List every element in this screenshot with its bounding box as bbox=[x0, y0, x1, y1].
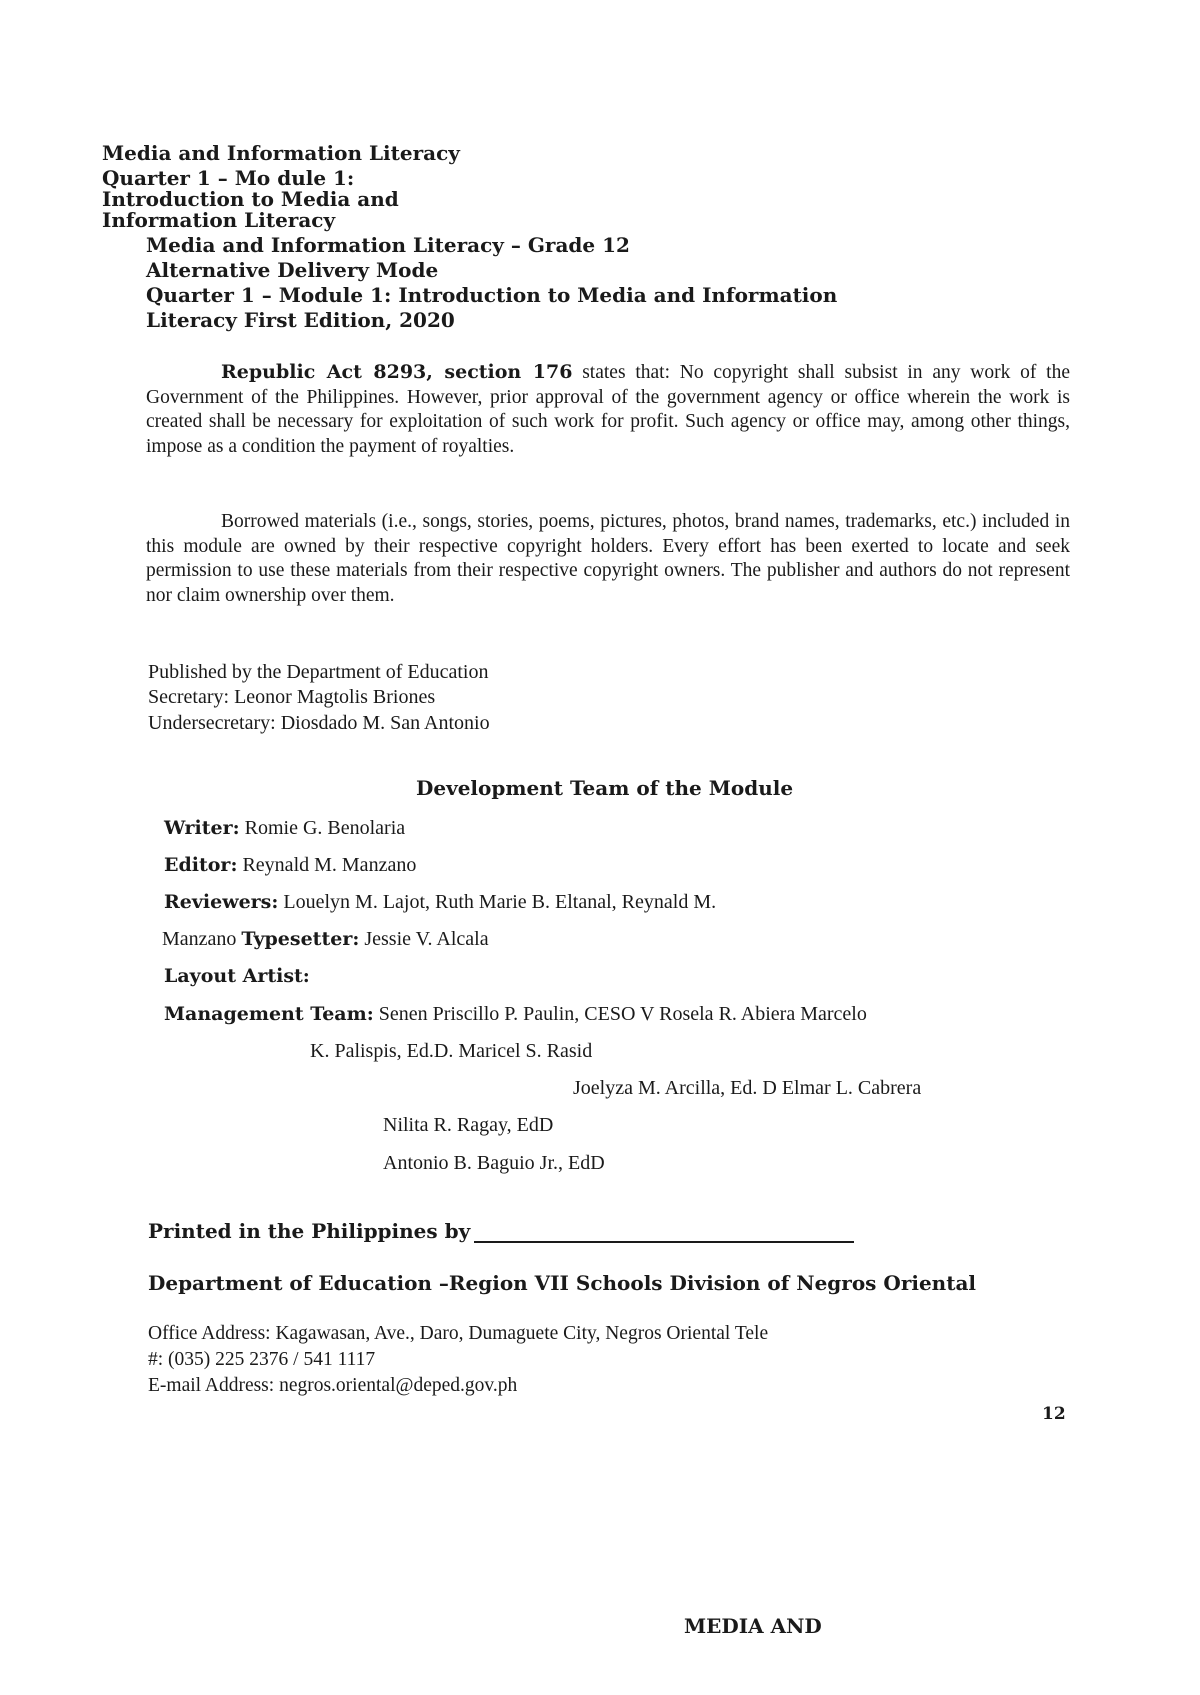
telephone: #: (035) 225 2376 / 541 1117 bbox=[148, 1349, 376, 1370]
office-address: Office Address: Kagawasan, Ave., Daro, Dumaguete City, Negros Oriental Tele bbox=[148, 1323, 769, 1344]
page-number: 12 bbox=[1042, 1404, 1066, 1424]
footer-text: MEDIA AND bbox=[684, 1614, 822, 1638]
management-line-5: Antonio B. Baguio Jr., EdD bbox=[383, 1152, 605, 1174]
management-line-4: Nilita R. Ragay, EdD bbox=[383, 1114, 554, 1136]
copyright-law-reference: Republic Act 8293, section 176 bbox=[221, 361, 573, 383]
header-line-1: Media and Information Literacy bbox=[102, 141, 460, 165]
module-title: Quarter 1 – Module 1: Introduction to Media and Information bbox=[146, 283, 838, 307]
writer-line bbox=[164, 816, 405, 840]
layout-artist-line bbox=[164, 964, 310, 988]
printed-in-line bbox=[148, 1219, 854, 1243]
copyright-text: states that: No copyright shall subsist in any work of the Government of the Philippines. However, prior approval of the government agency or office wherein the work is created shall be necessary for exploitation of such work for profit. Such agency or office may, among other things, impose as a condition the payment of royalties. bbox=[146, 362, 1070, 457]
editor-line bbox=[164, 853, 416, 877]
management-label: Management Team: bbox=[164, 1003, 374, 1025]
published-by: Published by the Department of Education bbox=[148, 661, 489, 683]
management-line-3: Joelyza M. Arcilla, Ed. D Elmar L. Cabrera bbox=[573, 1077, 922, 1099]
printed-in-label: Printed in the Philippines by bbox=[148, 1219, 471, 1243]
secretary: Secretary: Leonor Magtolis Briones bbox=[148, 686, 436, 708]
management-line-1 bbox=[164, 1002, 867, 1026]
copyright-paragraph bbox=[146, 360, 1070, 459]
typesetter-label: Typesetter: bbox=[241, 928, 360, 950]
email-address: E-mail Address: negros.oriental@deped.gov.ph bbox=[148, 1375, 518, 1396]
reviewers-line bbox=[164, 890, 716, 914]
header-line-3: Introduction to Media and bbox=[102, 187, 399, 211]
reviewers-continued: Manzano bbox=[162, 928, 242, 950]
writer-name: Romie G. Benolaria bbox=[239, 817, 406, 839]
editor-name: Reynald M. Manzano bbox=[237, 854, 417, 876]
typesetter-name: Jessie V. Alcala bbox=[359, 928, 489, 950]
delivery-mode: Alternative Delivery Mode bbox=[146, 258, 439, 282]
deped-region-title: Department of Education –Region VII Schools Division of Negros Oriental bbox=[148, 1271, 977, 1295]
header-line-2: Quarter 1 – Mo dule 1: bbox=[102, 166, 355, 190]
reviewers-label: Reviewers: bbox=[164, 891, 279, 913]
dev-team-title: Development Team of the Module bbox=[416, 776, 794, 800]
management-names-1: Senen Priscillo P. Paulin, CESO V Rosela R. Abiera Marcelo bbox=[373, 1003, 867, 1025]
layout-artist-label: Layout Artist: bbox=[164, 965, 310, 987]
header-line-4: Information Literacy bbox=[102, 208, 336, 232]
borrowed-text: Borrowed materials (i.e., songs, stories, poems, pictures, photos, brand names, trademarks, etc.) included in this module are owned by their respective copyright holders. Every effort has been exerted to locate and seek permission to use these materials from their respective copyright owners. The publisher and authors do not represent nor claim ownership over them. bbox=[146, 511, 1070, 606]
course-title: Media and Information Literacy – Grade 12 bbox=[146, 233, 630, 257]
typesetter-line bbox=[162, 927, 489, 951]
edition: Literacy First Edition, 2020 bbox=[146, 308, 455, 332]
undersecretary: Undersecretary: Diosdado M. San Antonio bbox=[148, 712, 490, 734]
writer-label: Writer: bbox=[164, 817, 240, 839]
borrowed-paragraph bbox=[146, 510, 1070, 608]
editor-label: Editor: bbox=[164, 854, 238, 876]
management-line-2: K. Palispis, Ed.D. Maricel S. Rasid bbox=[310, 1040, 593, 1062]
reviewers-names: Louelyn M. Lajot, Ruth Marie B. Eltanal, Reynald M. bbox=[278, 891, 717, 913]
printer-blank-line bbox=[474, 1221, 854, 1243]
